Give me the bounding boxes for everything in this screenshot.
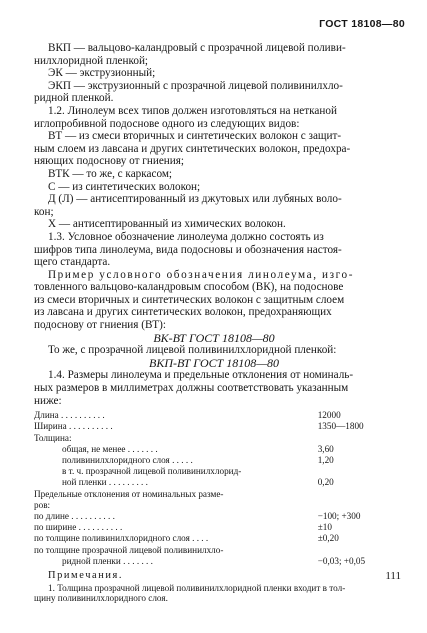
standard-header: ГОСТ 18108—80: [319, 18, 405, 30]
section-1-2: 1.2. Линолеум всех типов должен изготовляться на нетканой: [48, 104, 337, 117]
text-line: из лавсана и других синтетических волокон, предохраняющих: [34, 306, 332, 319]
row-value: ±0,20: [317, 533, 339, 544]
text-line: Х — антисептированный из химических волокон.: [48, 218, 286, 231]
row-label: по толщине прозрачной лицевой поливинилхло-: [34, 544, 224, 555]
table-row: [34, 444, 394, 455]
text-line: ЭК — экструзионный;: [48, 67, 156, 80]
text-line: товленного вальцово-каландровым способом (ВК), на подоснове: [34, 281, 344, 294]
text-line: нилхлоридной пленкой;: [34, 54, 149, 67]
text-line: ных размеров в миллиметрах должны соответствовать указанным: [34, 382, 349, 395]
text-line: иглопробивной подоснове одного из следующих видов:: [34, 117, 300, 130]
text-line: С — из синтетических волокон;: [48, 180, 201, 193]
row-label: Толщина:: [34, 432, 72, 443]
text-line: ным слоем из лавсана и других синтетических волокон, предохра-: [34, 142, 351, 155]
table-row: [34, 533, 394, 544]
text-line: няющих подоснову от гниения;: [34, 155, 185, 168]
note-line: 1. Толщина прозрачной лицевой поливинилхлоридной пленки входит в тол-: [48, 582, 346, 593]
note-line: щину поливинилхлоридного слоя.: [34, 593, 168, 604]
row-label: в т. ч. прозрачной лицевой поливинилхлорид-: [62, 466, 242, 477]
row-label: ров:: [34, 499, 51, 510]
text-line: ВТК — то же, с каркасом;: [48, 167, 173, 180]
text-line: То же, с прозрачной лицевой поливинилхлоридной пленкой:: [48, 344, 337, 357]
text-line: ридной пленкой.: [34, 92, 114, 105]
row-label: по ширине . . . . . . . . . .: [34, 522, 123, 533]
row-value: 3,60: [317, 443, 334, 454]
example-heading: Пример условного обозначения линолеума, изго-: [48, 268, 355, 281]
table-row: [34, 489, 394, 500]
table-row: [34, 421, 394, 432]
section-1-3: 1.3. Условное обозначение линолеума должно состоять из: [48, 230, 324, 243]
row-label: ридной пленки . . . . . . .: [62, 555, 153, 566]
text-line: щего стандарта.: [34, 256, 111, 269]
text-line: шифров типа линолеума, вида подосновы и обозначения настоя-: [34, 243, 342, 256]
row-value: 12000: [317, 410, 341, 421]
row-label: Длина . . . . . . . . . .: [34, 410, 105, 421]
document-body: [34, 42, 394, 604]
table-row: [34, 433, 394, 444]
table-row: [34, 477, 394, 488]
row-label: ной пленки . . . . . . . . .: [62, 477, 148, 488]
page-number: 111: [385, 570, 401, 582]
dimensions-table: [34, 410, 394, 567]
text-line: подоснову от гниения (ВТ):: [34, 319, 166, 332]
row-label: поливинилхлоридного слоя . . . . .: [62, 455, 193, 466]
row-label: общая, не менее . . . . . . .: [62, 443, 158, 454]
table-row: [34, 500, 394, 511]
row-value: 1,20: [317, 455, 334, 466]
table-row: [34, 410, 394, 421]
table-row: [34, 455, 394, 466]
row-label: по длине . . . . . . . . . .: [34, 511, 115, 522]
section-1-4: 1.4. Размеры линолеума и предельные отклонения от номиналь-: [48, 369, 354, 382]
designation-example: ВК-ВТ ГОСТ 18108—80: [153, 330, 275, 345]
text-line: из смеси вторичных и синтетических волокон с защитным слоем: [34, 293, 345, 306]
row-value: −0,03; +0,05: [317, 555, 366, 566]
row-value: 0,20: [317, 477, 334, 488]
notes-block: [34, 570, 394, 604]
text-line: Д (Л) — антисептированный из джутовых или лубяных воло-: [48, 193, 342, 206]
table-row: [34, 545, 394, 556]
text-line: ВТ — из смеси вторичных и синтетических волокон с защит-: [48, 130, 342, 143]
table-row: [34, 556, 394, 567]
row-value: 1350—1800: [317, 421, 364, 432]
table-row: [34, 522, 394, 533]
row-value: ±10: [317, 522, 332, 533]
text-line: кон;: [34, 205, 54, 218]
row-label: Предельные отклонения от номинальных разме-: [34, 488, 224, 499]
row-label: Ширина . . . . . . . . . .: [34, 421, 113, 432]
notes-title: Примечания.: [48, 570, 124, 582]
row-label: по толщине поливинилхлоридного слоя . . . .: [34, 533, 209, 544]
designation-example: ВКП-ВТ ГОСТ 18108—80: [149, 355, 279, 370]
table-row: [34, 511, 394, 522]
table-row: [34, 466, 394, 477]
text-line: ВКП — вальцово-каландровый с прозрачной лицевой поливи-: [48, 42, 346, 54]
text-line: ниже:: [34, 394, 62, 407]
row-value: −100; +300: [317, 511, 361, 522]
text-line: ЭКП — экструзионный с прозрачной лицевой поливинилхло-: [48, 79, 343, 92]
